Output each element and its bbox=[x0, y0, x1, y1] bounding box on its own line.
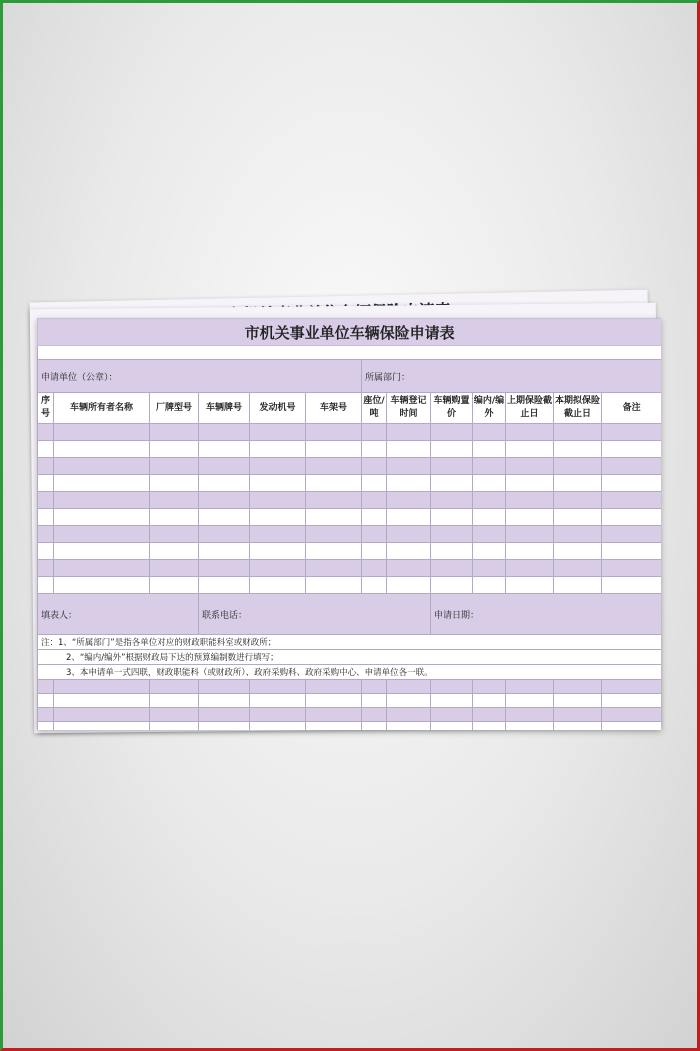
table-cell[interactable] bbox=[54, 441, 150, 458]
table-cell[interactable] bbox=[150, 441, 199, 458]
table-cell[interactable] bbox=[54, 475, 150, 492]
table-cell[interactable] bbox=[473, 722, 506, 731]
table-cell[interactable] bbox=[506, 475, 554, 492]
table-cell[interactable] bbox=[150, 458, 199, 475]
table-cell[interactable] bbox=[250, 577, 306, 594]
table-cell[interactable] bbox=[250, 509, 306, 526]
table-cell[interactable] bbox=[554, 526, 602, 543]
col-header: 上期保险截止日 bbox=[506, 393, 554, 424]
col-header: 座位/吨 bbox=[362, 393, 387, 424]
table-cell[interactable] bbox=[306, 458, 362, 475]
table-cell[interactable] bbox=[554, 577, 602, 594]
table-cell[interactable] bbox=[473, 708, 506, 722]
table-cell[interactable] bbox=[199, 680, 250, 694]
table-cell[interactable] bbox=[473, 509, 506, 526]
table-cell[interactable] bbox=[431, 492, 473, 509]
table-cell[interactable] bbox=[38, 526, 54, 543]
table-row bbox=[38, 577, 662, 594]
table-cell[interactable] bbox=[506, 424, 554, 441]
table-cell[interactable] bbox=[54, 492, 150, 509]
table-row bbox=[38, 680, 662, 694]
table-cell[interactable] bbox=[387, 475, 431, 492]
table-cell[interactable] bbox=[602, 441, 662, 458]
col-header: 发动机号 bbox=[250, 393, 306, 424]
col-header: 备注 bbox=[602, 393, 662, 424]
table-row bbox=[38, 708, 662, 722]
table-cell[interactable] bbox=[473, 458, 506, 475]
table-cell[interactable] bbox=[362, 543, 387, 560]
table-cell[interactable] bbox=[54, 509, 150, 526]
table-cell[interactable] bbox=[554, 680, 602, 694]
table-cell[interactable] bbox=[473, 694, 506, 708]
table-cell[interactable] bbox=[473, 680, 506, 694]
table-cell[interactable] bbox=[506, 577, 554, 594]
form-title: 市机关事业单位车辆保险申请表 bbox=[38, 319, 662, 346]
table-cell[interactable] bbox=[554, 509, 602, 526]
table-cell[interactable] bbox=[199, 509, 250, 526]
note-line-3: 3、本申请单一式四联，财政职能科（或财政所）、政府采购科、政府采购中心、申请单位各一联。 bbox=[38, 665, 662, 680]
table-cell[interactable] bbox=[506, 680, 554, 694]
table-cell[interactable] bbox=[250, 680, 306, 694]
table-cell[interactable] bbox=[150, 560, 199, 577]
table-cell[interactable] bbox=[554, 722, 602, 731]
table-cell[interactable] bbox=[387, 694, 431, 708]
table-cell[interactable] bbox=[250, 424, 306, 441]
col-header: 车辆登记时间 bbox=[387, 393, 431, 424]
table-row bbox=[38, 694, 662, 708]
table-cell[interactable] bbox=[199, 694, 250, 708]
table-cell[interactable] bbox=[199, 560, 250, 577]
col-header: 车架号 bbox=[306, 393, 362, 424]
table-cell[interactable] bbox=[54, 577, 150, 594]
table-cell[interactable] bbox=[602, 492, 662, 509]
table-cell[interactable] bbox=[199, 424, 250, 441]
table-cell[interactable] bbox=[506, 543, 554, 560]
department-field[interactable]: 所属部门： bbox=[362, 360, 662, 393]
table-cell[interactable] bbox=[431, 526, 473, 543]
table-cell[interactable] bbox=[602, 680, 662, 694]
table-cell[interactable] bbox=[150, 509, 199, 526]
table-cell[interactable] bbox=[602, 458, 662, 475]
table-cell[interactable] bbox=[473, 577, 506, 594]
table-cell[interactable] bbox=[250, 526, 306, 543]
application-form-sheet bbox=[37, 318, 661, 730]
table-cell[interactable] bbox=[506, 441, 554, 458]
filler-field[interactable]: 填表人： bbox=[38, 594, 199, 635]
table-cell[interactable] bbox=[199, 543, 250, 560]
table-cell[interactable] bbox=[554, 475, 602, 492]
table-cell[interactable] bbox=[431, 577, 473, 594]
table-cell[interactable] bbox=[38, 577, 54, 594]
table-cell[interactable] bbox=[54, 694, 150, 708]
table-cell[interactable] bbox=[38, 708, 54, 722]
table-cell[interactable] bbox=[602, 722, 662, 731]
table-cell[interactable] bbox=[387, 526, 431, 543]
table-cell[interactable] bbox=[473, 424, 506, 441]
table-cell[interactable] bbox=[554, 708, 602, 722]
table-cell[interactable] bbox=[602, 509, 662, 526]
table-cell[interactable] bbox=[199, 492, 250, 509]
form-table bbox=[37, 318, 661, 730]
table-cell[interactable] bbox=[431, 543, 473, 560]
table-cell[interactable] bbox=[387, 543, 431, 560]
table-cell[interactable] bbox=[306, 526, 362, 543]
column-header-row bbox=[38, 393, 662, 424]
table-cell[interactable] bbox=[602, 543, 662, 560]
col-header: 编内/编外 bbox=[473, 393, 506, 424]
table-cell[interactable] bbox=[431, 458, 473, 475]
table-cell[interactable] bbox=[250, 560, 306, 577]
table-cell[interactable] bbox=[150, 475, 199, 492]
tail-rows bbox=[38, 680, 662, 731]
table-cell[interactable] bbox=[602, 708, 662, 722]
table-row bbox=[38, 441, 662, 458]
table-cell[interactable] bbox=[150, 526, 199, 543]
table-cell[interactable] bbox=[150, 694, 199, 708]
table-cell[interactable] bbox=[362, 492, 387, 509]
col-header: 车辆所有者名称 bbox=[54, 393, 150, 424]
table-cell[interactable] bbox=[387, 441, 431, 458]
table-cell[interactable] bbox=[431, 722, 473, 731]
table-cell[interactable] bbox=[38, 492, 54, 509]
table-cell[interactable] bbox=[54, 424, 150, 441]
table-cell[interactable] bbox=[250, 708, 306, 722]
table-cell[interactable] bbox=[199, 577, 250, 594]
table-cell[interactable] bbox=[362, 509, 387, 526]
table-cell[interactable] bbox=[150, 577, 199, 594]
table-cell[interactable] bbox=[199, 475, 250, 492]
table-cell[interactable] bbox=[506, 708, 554, 722]
table-cell[interactable] bbox=[150, 424, 199, 441]
table-cell[interactable] bbox=[54, 722, 150, 731]
table-cell[interactable] bbox=[38, 722, 54, 731]
table-cell[interactable] bbox=[362, 424, 387, 441]
table-cell[interactable] bbox=[431, 560, 473, 577]
table-cell[interactable] bbox=[250, 543, 306, 560]
table-cell[interactable] bbox=[54, 543, 150, 560]
table-cell[interactable] bbox=[38, 509, 54, 526]
table-cell[interactable] bbox=[554, 441, 602, 458]
table-cell[interactable] bbox=[431, 694, 473, 708]
table-cell[interactable] bbox=[473, 526, 506, 543]
table-cell[interactable] bbox=[250, 441, 306, 458]
table-cell[interactable] bbox=[306, 441, 362, 458]
table-cell[interactable] bbox=[150, 543, 199, 560]
table-cell[interactable] bbox=[306, 543, 362, 560]
table-cell[interactable] bbox=[554, 560, 602, 577]
table-cell[interactable] bbox=[431, 475, 473, 492]
table-cell[interactable] bbox=[554, 543, 602, 560]
table-cell[interactable] bbox=[54, 560, 150, 577]
table-cell[interactable] bbox=[387, 708, 431, 722]
table-cell[interactable] bbox=[38, 543, 54, 560]
table-cell[interactable] bbox=[150, 492, 199, 509]
table-row bbox=[38, 492, 662, 509]
table-cell[interactable] bbox=[387, 722, 431, 731]
table-cell[interactable] bbox=[554, 492, 602, 509]
col-header: 厂牌型号 bbox=[150, 393, 199, 424]
table-cell[interactable] bbox=[306, 424, 362, 441]
table-cell[interactable] bbox=[306, 475, 362, 492]
table-cell[interactable] bbox=[387, 560, 431, 577]
table-cell[interactable] bbox=[473, 492, 506, 509]
table-cell[interactable] bbox=[250, 694, 306, 708]
table-cell[interactable] bbox=[38, 680, 54, 694]
table-cell[interactable] bbox=[150, 722, 199, 731]
table-cell[interactable] bbox=[150, 708, 199, 722]
table-cell[interactable] bbox=[362, 722, 387, 731]
table-cell[interactable] bbox=[38, 424, 54, 441]
table-cell[interactable] bbox=[306, 560, 362, 577]
table-cell[interactable] bbox=[306, 694, 362, 708]
table-cell[interactable] bbox=[362, 526, 387, 543]
table-cell[interactable] bbox=[362, 708, 387, 722]
table-cell[interactable] bbox=[250, 475, 306, 492]
table-cell[interactable] bbox=[554, 458, 602, 475]
table-cell[interactable] bbox=[54, 680, 150, 694]
table-cell[interactable] bbox=[431, 680, 473, 694]
table-cell[interactable] bbox=[602, 424, 662, 441]
table-cell[interactable] bbox=[473, 560, 506, 577]
table-cell[interactable] bbox=[387, 458, 431, 475]
table-row bbox=[38, 424, 662, 441]
table-cell[interactable] bbox=[473, 543, 506, 560]
table-cell[interactable] bbox=[506, 694, 554, 708]
table-cell[interactable] bbox=[362, 475, 387, 492]
table-cell[interactable] bbox=[387, 509, 431, 526]
col-header: 本期拟保险截止日 bbox=[554, 393, 602, 424]
blank-row bbox=[38, 346, 662, 360]
col-header: 序号 bbox=[38, 393, 54, 424]
table-cell[interactable] bbox=[306, 680, 362, 694]
table-cell[interactable] bbox=[199, 526, 250, 543]
table-row bbox=[38, 560, 662, 577]
table-cell[interactable] bbox=[362, 560, 387, 577]
table-cell[interactable] bbox=[38, 458, 54, 475]
table-cell[interactable] bbox=[506, 722, 554, 731]
table-cell[interactable] bbox=[473, 441, 506, 458]
note-line-1: 注：1、“所属部门”是指各单位对应的财政职能科室或财政所； bbox=[38, 635, 662, 650]
table-cell[interactable] bbox=[387, 680, 431, 694]
table-cell[interactable] bbox=[38, 694, 54, 708]
table-cell[interactable] bbox=[506, 560, 554, 577]
table-cell[interactable] bbox=[250, 492, 306, 509]
table-cell[interactable] bbox=[362, 458, 387, 475]
note-line-2: 2、“编内/编外”根据财政局下达的预算编制数进行填写； bbox=[38, 650, 662, 665]
table-cell[interactable] bbox=[54, 708, 150, 722]
table-cell[interactable] bbox=[387, 577, 431, 594]
table-row bbox=[38, 509, 662, 526]
table-cell[interactable] bbox=[150, 680, 199, 694]
table-cell[interactable] bbox=[199, 458, 250, 475]
table-cell[interactable] bbox=[250, 722, 306, 731]
table-cell[interactable] bbox=[199, 722, 250, 731]
table-cell[interactable] bbox=[306, 708, 362, 722]
table-cell[interactable] bbox=[306, 577, 362, 594]
table-cell[interactable] bbox=[554, 424, 602, 441]
table-cell[interactable] bbox=[506, 458, 554, 475]
table-cell[interactable] bbox=[506, 526, 554, 543]
table-row bbox=[38, 722, 662, 731]
table-row bbox=[38, 526, 662, 543]
table-cell[interactable] bbox=[473, 475, 506, 492]
table-cell[interactable] bbox=[38, 475, 54, 492]
date-field[interactable]: 申请日期： bbox=[431, 594, 662, 635]
table-cell[interactable] bbox=[306, 722, 362, 731]
table-cell[interactable] bbox=[431, 424, 473, 441]
table-cell[interactable] bbox=[602, 475, 662, 492]
applicant-unit-field[interactable]: 申请单位（公章）： bbox=[38, 360, 362, 393]
table-cell[interactable] bbox=[362, 680, 387, 694]
table-cell[interactable] bbox=[306, 492, 362, 509]
table-cell[interactable] bbox=[602, 694, 662, 708]
table-row bbox=[38, 475, 662, 492]
table-cell[interactable] bbox=[387, 492, 431, 509]
table-cell[interactable] bbox=[602, 577, 662, 594]
phone-field[interactable]: 联系电话： bbox=[199, 594, 431, 635]
table-cell[interactable] bbox=[387, 424, 431, 441]
table-cell[interactable] bbox=[306, 509, 362, 526]
table-cell[interactable] bbox=[431, 509, 473, 526]
table-cell[interactable] bbox=[199, 708, 250, 722]
table-cell[interactable] bbox=[431, 708, 473, 722]
table-cell[interactable] bbox=[506, 492, 554, 509]
table-cell[interactable] bbox=[250, 458, 306, 475]
table-cell[interactable] bbox=[54, 458, 150, 475]
table-row bbox=[38, 543, 662, 560]
table-cell[interactable] bbox=[362, 441, 387, 458]
data-rows bbox=[38, 424, 662, 594]
table-cell[interactable] bbox=[362, 577, 387, 594]
col-header: 车辆牌号 bbox=[199, 393, 250, 424]
table-cell[interactable] bbox=[602, 526, 662, 543]
table-cell[interactable] bbox=[38, 441, 54, 458]
table-cell[interactable] bbox=[602, 560, 662, 577]
table-cell[interactable] bbox=[362, 694, 387, 708]
table-cell[interactable] bbox=[199, 441, 250, 458]
table-cell[interactable] bbox=[431, 441, 473, 458]
table-cell[interactable] bbox=[54, 526, 150, 543]
table-cell[interactable] bbox=[506, 509, 554, 526]
col-header: 车辆购置价 bbox=[431, 393, 473, 424]
table-cell[interactable] bbox=[38, 560, 54, 577]
table-row bbox=[38, 458, 662, 475]
table-cell[interactable] bbox=[554, 694, 602, 708]
